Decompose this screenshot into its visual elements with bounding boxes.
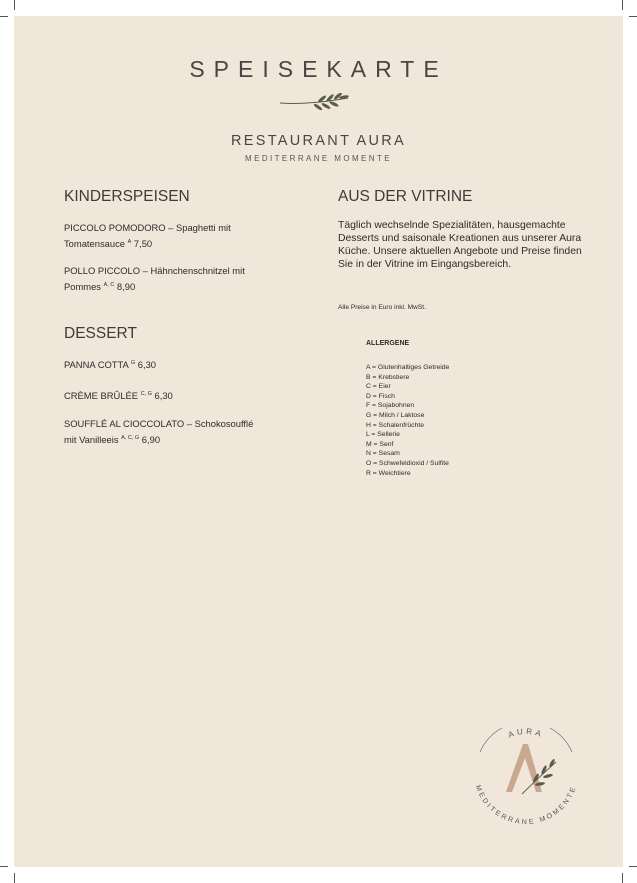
allergens-heading: ALLERGENE — [366, 340, 410, 347]
crop-mark — [629, 16, 637, 17]
allergen-entry: L = Sellerie — [366, 431, 400, 439]
section-heading-dessert: DESSERT — [64, 325, 137, 342]
olive-branch-icon — [278, 93, 352, 115]
aura-logo — [466, 712, 586, 832]
crop-mark — [14, 0, 15, 10]
allergen-entry: H = Schalenfrüchte — [366, 421, 424, 429]
logo-bottom-text: MEDITERRANE MOMENTE — [473, 784, 579, 827]
price-note: Alle Preise in Euro inkl. MwSt. — [338, 304, 426, 311]
crop-mark — [622, 873, 623, 883]
section-heading-kinderspeisen: KINDERSPEISEN — [64, 188, 190, 205]
menu-item: CRÈME BRÛLÉE $^{C, G}$ 6,30 — [64, 390, 173, 402]
crop-mark — [0, 16, 8, 17]
menu-item: SOUFFLÉ AL CIOCCOLATO – Schokosoufflé mit Vanilleeis $^{A, C, G}$ 6,90 — [64, 418, 254, 446]
page-title: SPEISEKARTE — [189, 56, 448, 82]
allergen-entry: G = Milch / Laktose — [366, 411, 425, 419]
svg-text:MEDITERRANE MOMENTE — [474, 784, 578, 826]
menu-item: POLLO PICCOLO – Hähnchenschnitzel mit Pommes $^{A, C}$ 8,90 — [64, 265, 245, 293]
allergens-list — [366, 363, 449, 478]
vitrine-text: Täglich wechselnde Spezialitäten, hausgemachte Desserts und saisonale Kreationen aus unserer Aura Küche. Unsere aktuellen Angebote und Preise finden Sie in der Vitrine im Eingangsbereich. — [338, 220, 582, 270]
restaurant-name: RESTAURANT AURA — [231, 133, 406, 149]
allergen-entry: D = Fisch — [366, 392, 395, 400]
section-heading-vitrine: AUS DER VITRINE — [338, 188, 473, 205]
crop-mark — [629, 866, 637, 867]
allergen-entry: F = Sojabohnen — [366, 402, 415, 410]
allergen-entry: B = Krebstiere — [366, 373, 410, 381]
allergen-entry: N = Sesam — [366, 450, 400, 458]
logo-top-text: AURA — [507, 726, 545, 740]
menu-item: PANNA COTTA $^G$ 6,30 — [64, 359, 156, 371]
allergen-entry: O = Schwefeldioxid / Sulfite — [366, 459, 449, 467]
tagline: MEDITERRANE MOMENTE — [245, 154, 392, 163]
allergen-entry: M = Senf — [366, 440, 394, 448]
allergen-entry: C = Eier — [366, 383, 391, 391]
crop-mark — [622, 0, 623, 10]
svg-text:AURA — [507, 727, 545, 740]
crop-mark — [14, 873, 15, 883]
allergen-entry: A = Glutenhaltiges Getreide — [366, 364, 450, 371]
menu-item: PICCOLO POMODORO – Spaghetti mit Tomatensauce $^A$ 7,50 — [64, 222, 231, 250]
allergen-entry: R = Weichtiere — [366, 469, 411, 477]
crop-mark — [0, 866, 8, 867]
